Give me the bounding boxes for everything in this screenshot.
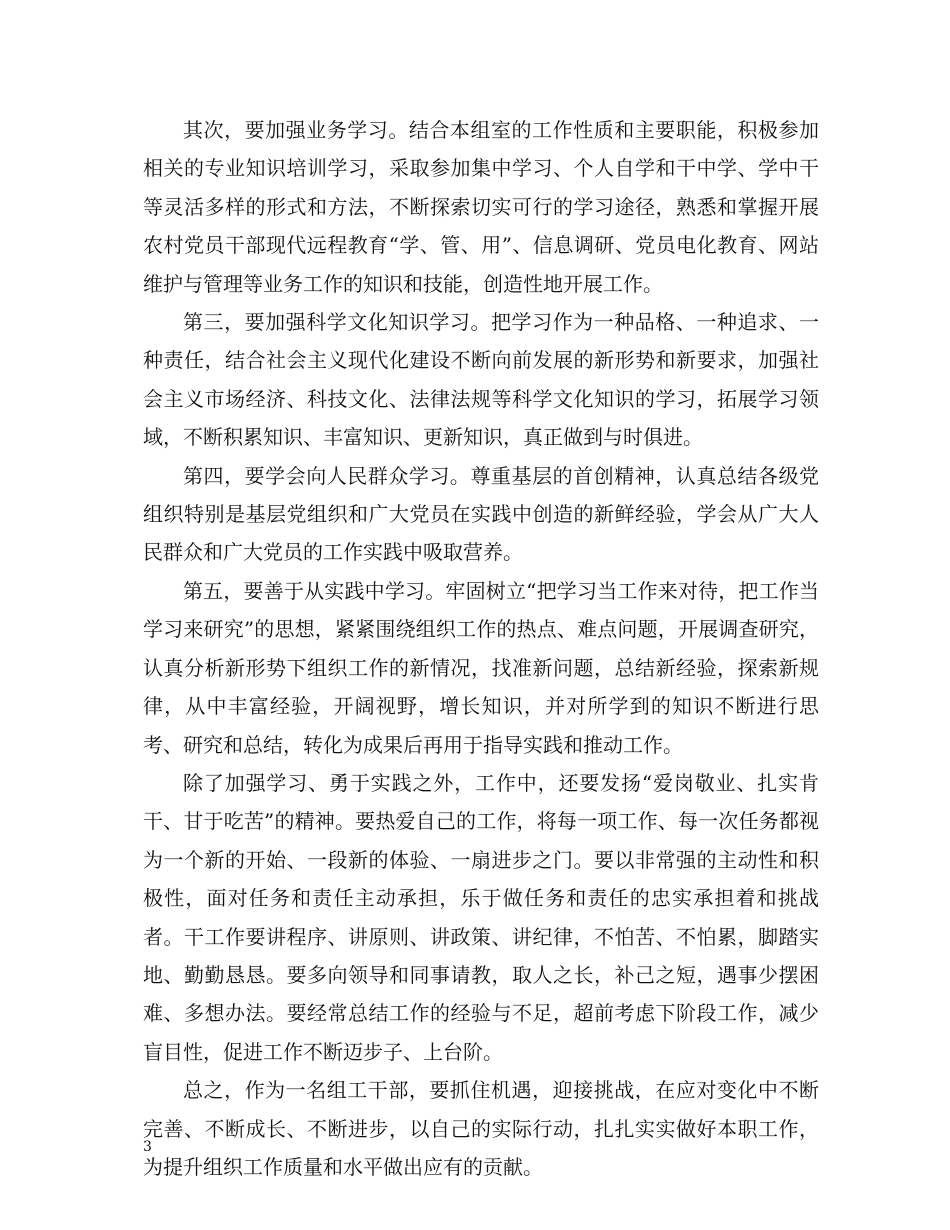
paragraph-science-culture-study: 第三，要加强科学文化知识学习。把学习作为一种品格、一种追求、一种责任，结合社会主义现代化建设不断向前发展的新形势和新要求，加强社会主义市场经济、科技文化、法律法规等科学文化知识的学习，拓展学习领域，不断积累知识、丰富知识、更新知识，真正做到与时俱进。: [143, 310, 819, 450]
paragraph-conclusion: 总之，作为一名组工干部，要抓住机遇，迎接挑战，在应对变化中不断完善、不断成长、不断进步，以自己的实际行动，扎扎实实做好本职工作，为提升组织工作质量和水平做出应有的贡献。: [143, 1078, 819, 1179]
document-body: [143, 111, 819, 1186]
paragraph-learn-from-people: 第四，要学会向人民群众学习。尊重基层的首创精神，认真总结各级党组织特别是基层党组织和广大党员在实践中创造的新鲜经验，学会从广大人民群众和广大党员的工作实践中吸取营养。: [143, 463, 819, 565]
page-number: 3: [143, 1139, 152, 1155]
paragraph-professional-study: 其次，要加强业务学习。结合本组室的工作性质和主要职能，积极参加相关的专业知识培训学习，采取参加集中学习、个人自学和干中学、学中干等灵活多样的形式和方法，不断探索切实可行的学习途径，熟悉和掌握开展农村党员干部现代远程教育“学、管、用”、信息调研、党员电化教育、网站维护与管理等业务工作的知识和技能，创造性地开展工作。: [143, 118, 819, 296]
paragraph-work-spirit: 除了加强学习、勇于实践之外，工作中，还要发扬“爱岗敬业、扎实肯干、甘于吃苦”的精神。要热爱自己的工作，将每一项工作、每一次任务都视为一个新的开始、一段新的体验、一扇进步之门。要以非常强的主动性和积极性，面对任务和责任主动承担，乐于做任务和责任的忠实承担着和挑战者。干工作要讲程序、讲原则、讲政策、讲纪律，不怕苦、不怕累，脚踏实地、勤勤恳恳。要多向领导和同事请教，取人之长，补己之短，遇事少摆困难、多想办法。要经常总结工作的经验与不足，超前考虑下阶段工作，减少盲目性，促进工作不断迈步子、上台阶。: [143, 770, 819, 1064]
paragraph-learn-from-practice: 第五，要善于从实践中学习。牢固树立“把学习当工作来对待，把工作当学习来研究”的思想，紧紧围绕组织工作的热点、难点问题，开展调查研究，认真分析新形势下组织工作的新情况，找准新问题，总结新经验，探索新规律，从中丰富经验，开阔视野，增长知识，并对所学到的知识不断进行思考、研究和总结，转化为成果后再用于指导实践和推动工作。: [143, 578, 819, 757]
